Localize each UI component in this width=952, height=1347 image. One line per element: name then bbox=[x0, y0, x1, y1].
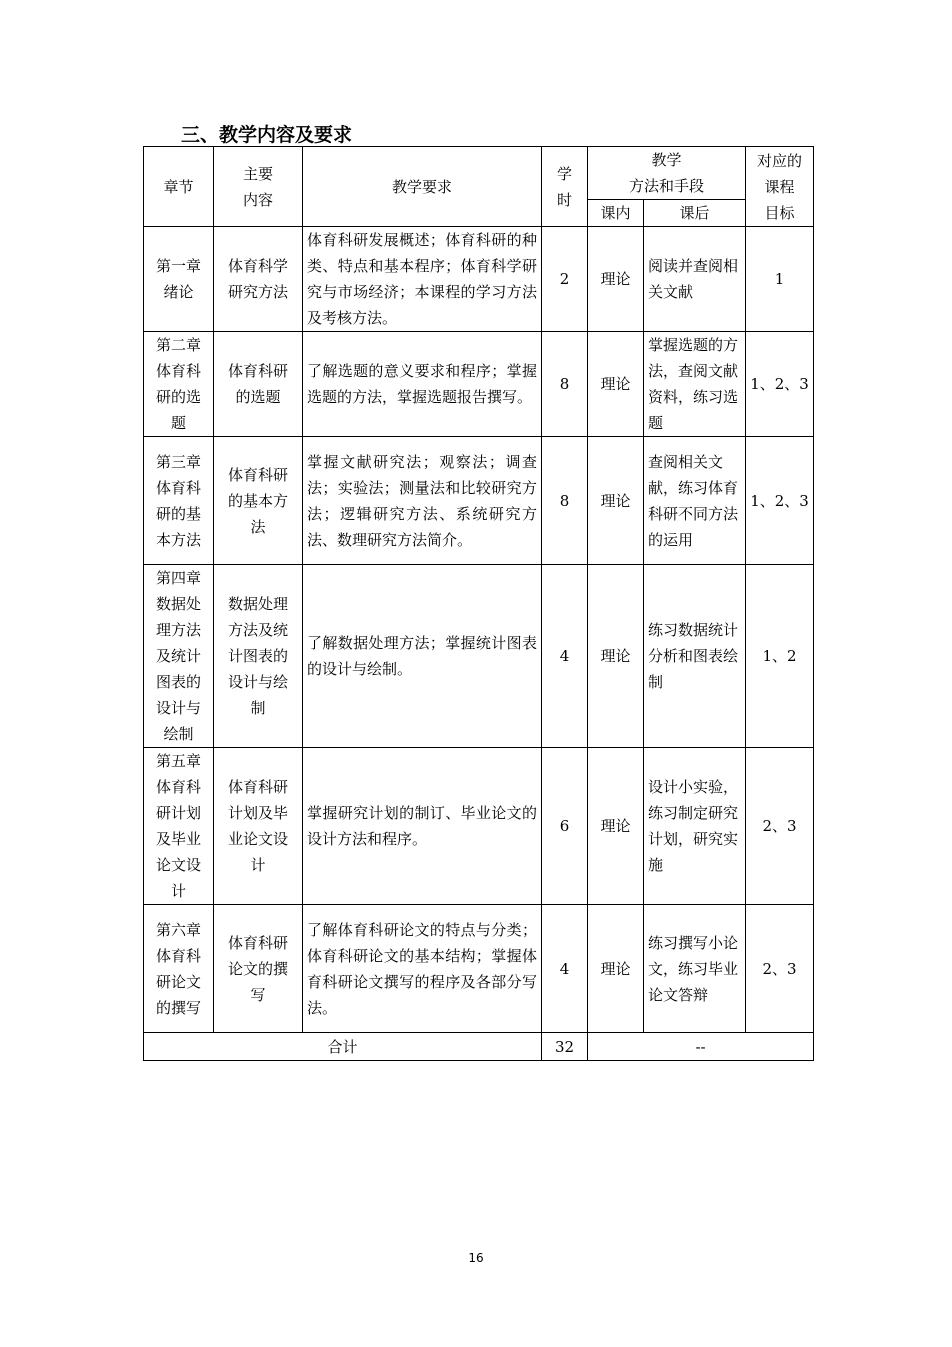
objective-cell: 1、2、3 bbox=[746, 332, 814, 437]
in-class-cell: 理论 bbox=[588, 437, 644, 565]
requirement-cell: 掌握研究计划的制订、毕业论文的设计方法和程序。 bbox=[303, 748, 542, 905]
chapter-cell: 第三章 体育科 研的基 本方法 bbox=[144, 437, 214, 565]
header-row-1 bbox=[144, 147, 814, 200]
chapter-cell: 第四章 数据处 理方法 及统计 图表的 设计与 绘制 bbox=[144, 565, 214, 748]
after-class-cell: 阅读并查阅相关文献 bbox=[644, 227, 746, 332]
total-row bbox=[144, 1033, 814, 1061]
table-row bbox=[144, 332, 814, 437]
header-hours: 学 时 bbox=[542, 147, 588, 227]
table-row bbox=[144, 905, 814, 1033]
requirement-cell: 了解体育科研论文的特点与分类；体育科研论文的基本结构；掌握体育科研论文撰写的程序及各部分写法。 bbox=[303, 905, 542, 1033]
content-cell: 体育科研 论文的撰 写 bbox=[214, 905, 303, 1033]
in-class-cell: 理论 bbox=[588, 565, 644, 748]
in-class-cell: 理论 bbox=[588, 332, 644, 437]
table-row bbox=[144, 227, 814, 332]
header-content: 主要 内容 bbox=[214, 147, 303, 227]
objective-cell: 1、2 bbox=[746, 565, 814, 748]
header-chapter: 章节 bbox=[144, 147, 214, 227]
after-class-cell: 设计小实验，练习制定研究计划，研究实施 bbox=[644, 748, 746, 905]
in-class-cell: 理论 bbox=[588, 748, 644, 905]
content-cell: 体育科研 的选题 bbox=[214, 332, 303, 437]
table-row bbox=[144, 748, 814, 905]
chapter-cell: 第六章 体育科 研论文 的撰写 bbox=[144, 905, 214, 1033]
objective-cell: 2、3 bbox=[746, 748, 814, 905]
objective-cell: 1、2、3 bbox=[746, 437, 814, 565]
after-class-cell: 练习数据统计分析和图表绘制 bbox=[644, 565, 746, 748]
objective-cell: 1 bbox=[746, 227, 814, 332]
hours-cell: 4 bbox=[542, 565, 588, 748]
chapter-cell: 第五章 体育科 研计划 及毕业 论文设 计 bbox=[144, 748, 214, 905]
header-requirement: 教学要求 bbox=[303, 147, 542, 227]
header-in-class: 课内 bbox=[588, 200, 644, 227]
table-row bbox=[144, 437, 814, 565]
header-after-class: 课后 bbox=[644, 200, 746, 227]
content-cell: 数据处理 方法及统 计图表的 设计与绘 制 bbox=[214, 565, 303, 748]
hours-cell: 8 bbox=[542, 437, 588, 565]
in-class-cell: 理论 bbox=[588, 905, 644, 1033]
total-label: 合计 bbox=[144, 1033, 542, 1061]
total-rest: -- bbox=[588, 1033, 814, 1061]
content-cell: 体育科研 的基本方 法 bbox=[214, 437, 303, 565]
requirement-cell: 了解数据处理方法；掌握统计图表的设计与绘制。 bbox=[303, 565, 542, 748]
hours-cell: 8 bbox=[542, 332, 588, 437]
page-number: 16 bbox=[468, 1251, 484, 1265]
hours-cell: 4 bbox=[542, 905, 588, 1033]
teaching-content-table bbox=[143, 146, 814, 1061]
header-method: 教学 方法和手段 bbox=[588, 147, 746, 200]
in-class-cell: 理论 bbox=[588, 227, 644, 332]
header-objective: 对应的 课程 目标 bbox=[746, 147, 814, 227]
after-class-cell: 练习撰写小论文，练习毕业论文答辩 bbox=[644, 905, 746, 1033]
after-class-cell: 查阅相关文献，练习体育科研不同方法的运用 bbox=[644, 437, 746, 565]
objective-cell: 2、3 bbox=[746, 905, 814, 1033]
chapter-cell: 第二章 体育科 研的选 题 bbox=[144, 332, 214, 437]
after-class-cell: 掌握选题的方法，查阅文献资料，练习选题 bbox=[644, 332, 746, 437]
content-cell: 体育科研 计划及毕 业论文设 计 bbox=[214, 748, 303, 905]
total-hours: 32 bbox=[542, 1033, 588, 1061]
table-row bbox=[144, 565, 814, 748]
requirement-cell: 体育科研发展概述；体育科研的种类、特点和基本程序；体育科学研究与市场经济；本课程的学习方法及考核方法。 bbox=[303, 227, 542, 332]
requirement-cell: 了解选题的意义要求和程序；掌握选题的方法，掌握选题报告撰写。 bbox=[303, 332, 542, 437]
content-cell: 体育科学 研究方法 bbox=[214, 227, 303, 332]
chapter-cell: 第一章 绪论 bbox=[144, 227, 214, 332]
hours-cell: 6 bbox=[542, 748, 588, 905]
requirement-cell: 掌握文献研究法；观察法；调查法；实验法；测量法和比较研究方法；逻辑研究方法、系统研究方法、数理研究方法简介。 bbox=[303, 437, 542, 565]
hours-cell: 2 bbox=[542, 227, 588, 332]
section-title: 三、教学内容及要求 bbox=[181, 124, 353, 146]
